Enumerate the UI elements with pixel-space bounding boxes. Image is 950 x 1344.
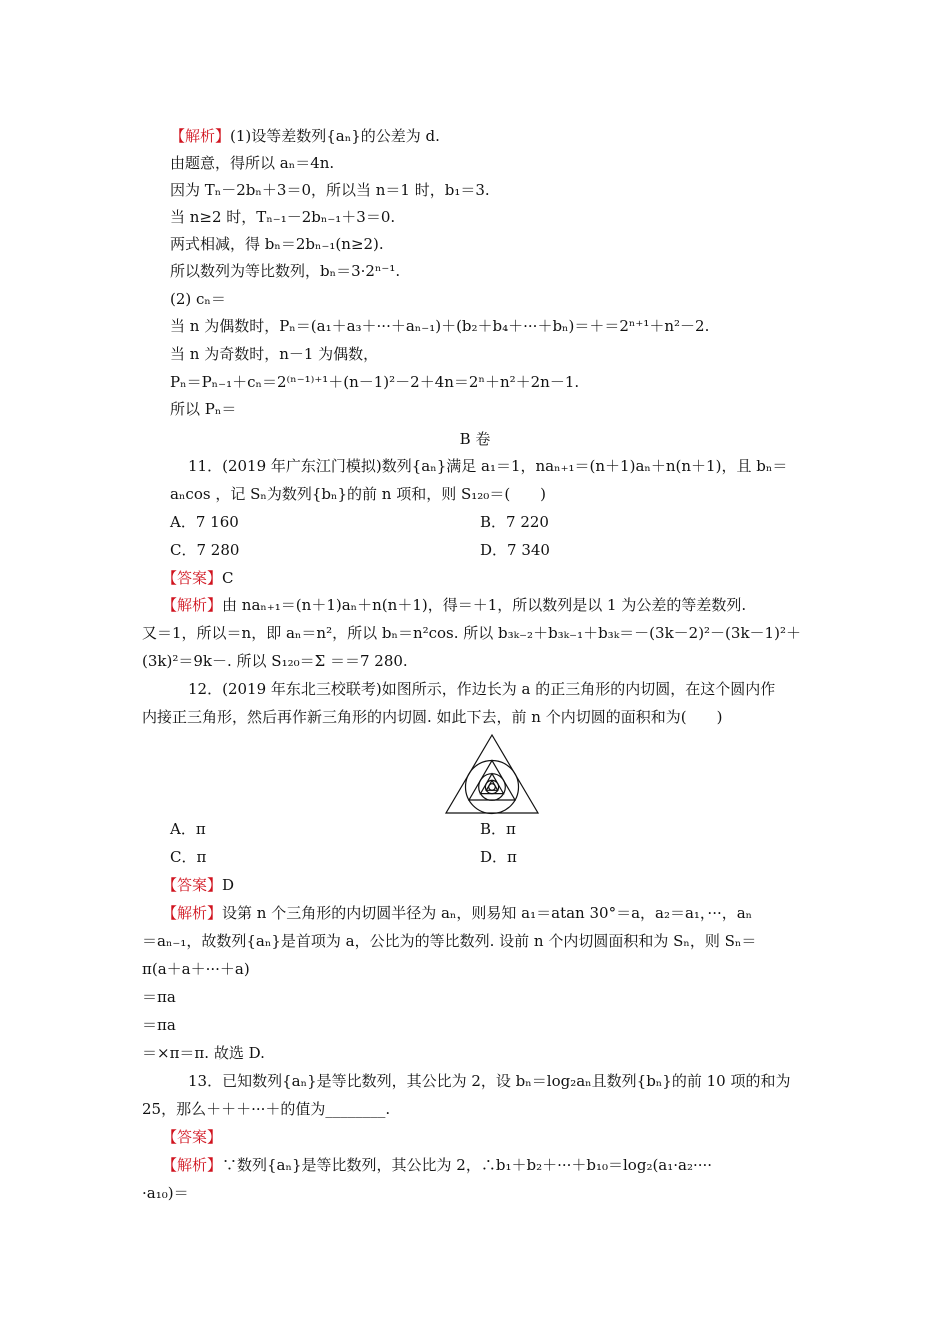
option-c: C．7 280 [170,541,240,559]
text-line: Pₙ＝Pₙ₋₁＋cₙ＝2⁽ⁿ⁻¹⁾⁺¹＋(n－1)²－2＋4n＝2ⁿ＋n²＋2n－1. [170,373,580,391]
option-a: A．7 160 [170,513,239,531]
text-line: ·a₁₀)＝ [142,1184,189,1202]
text-line: 因为 Tₙ－2bₙ＋3＝0，所以当 n＝1 时，b₁＝3. [170,181,490,199]
text-line: 25，那么＋＋＋···＋的值为________. [142,1100,391,1118]
analysis-line: 【解析】∵数列{aₙ}是等比数列，其公比为 2，∴b₁＋b₂＋···＋b₁₀＝log₂(a₁·a₂···· [162,1156,713,1174]
section-title: B 卷 [459,430,491,448]
analysis-tag: 【解析】 [162,1156,223,1174]
option-d: D．7 340 [480,541,550,559]
text-line: 所以 Pₙ＝ [170,400,237,418]
text-line: ＝×π＝π. 故选 D. [142,1044,265,1062]
text-line: 由题意，得所以 aₙ＝4n. [170,154,335,172]
option-d: D．π [480,848,517,866]
option-b: B．7 220 [480,513,549,531]
circle-3 [485,780,498,793]
option-b: B．π [480,820,516,838]
answer-tag: 【答案】 [162,1128,223,1146]
nested-triangle-figure [444,733,540,819]
answer-tag: 【答案】 [162,569,223,587]
text-line: 又＝1，所以＝n，即 aₙ＝n²，所以 bₙ＝n²cos. 所以 b₃ₖ₋₂＋b₃ₖ₋₁＋b₃ₖ＝－(3k－2)²－(3k－1)²＋ [142,624,801,642]
text-line: ＝aₙ₋₁，故数列{aₙ}是首项为 a，公比为的等比数列. 设前 n 个内切圆面积和为 Sₙ，则 Sₙ＝ [142,932,757,950]
text-line: 所以数列为等比数列，bₙ＝3·2ⁿ⁻¹. [170,262,401,280]
answer-line: 【答案】C [162,569,234,587]
option-c: C．π [170,848,207,866]
text-line: aₙcos ，记 Sₙ为数列{bₙ}的前 n 项和，则 S₁₂₀＝( ) [170,485,547,503]
text-line: 当 n≥2 时，Tₙ₋₁－2bₙ₋₁＋3＝0. [170,208,396,226]
text-line: (2) cₙ＝ [170,290,226,308]
answer-tag: 【答案】 [162,876,223,894]
option-a: A．π [170,820,206,838]
question-13: 13．已知数列{aₙ}是等比数列，其公比为 2，设 bₙ＝log₂aₙ且数列{bₙ}的前 10 项的和为 [188,1072,791,1090]
analysis-line: 【解析】设第 n 个三角形的内切圆半径为 aₙ，则易知 a₁＝atan 30°＝a，a₂＝a₁，···，aₙ [162,904,753,922]
question-12: 12．(2019 年东北三校联考)如图所示，作边长为 a 的正三角形的内切圆，在这个圆内作 [188,680,776,698]
analysis-line: 【解析】由 naₙ₊₁＝(n＋1)aₙ＋n(n＋1)，得＝＋1，所以数列是以 1 为公差的等差数列. [162,596,747,614]
analysis-tag: 【解析】 [162,904,223,922]
analysis-tag: 【解析】 [162,596,223,614]
text-line: 两式相减，得 bₙ＝2bₙ₋₁(n≥2). [170,235,384,253]
question-11: 11．(2019 年广东江门模拟)数列{aₙ}满足 a₁＝1，naₙ₊₁＝(n＋1)aₙ＋n(n＋1)，且 bₙ＝ [188,457,788,475]
text-line: ＝πa [142,1016,176,1034]
circle-1 [466,761,519,814]
nested-triangle-svg [444,733,540,815]
answer-line [162,1126,802,1148]
text-line: 当 n 为奇数时，n－1 为偶数， [170,345,379,363]
text-line: 内接正三角形，然后再作新三角形的内切圆. 如此下去，前 n 个内切圆的面积和为( ) [142,708,723,726]
answer-line: 【答案】D [162,876,235,894]
text-line: ＝πa [142,988,176,1006]
text-line: (3k)²＝9k－. 所以 S₁₂₀＝Σ ＝＝7 280. [142,652,408,670]
text-line: π(a＋a＋···＋a) [142,960,250,978]
text-line: 当 n 为偶数时，Pₙ＝(a₁＋a₃＋···＋aₙ₋₁)＋(b₂＋b₄＋···＋bₙ)＝＋＝2ⁿ⁺¹＋n²－2. [170,317,710,335]
circle-2 [479,774,506,801]
text-line: 【解析】(1)设等差数列{aₙ}的公差为 d. [170,127,440,145]
circle-4 [489,784,496,791]
analysis-tag: 【解析】 [170,127,231,145]
